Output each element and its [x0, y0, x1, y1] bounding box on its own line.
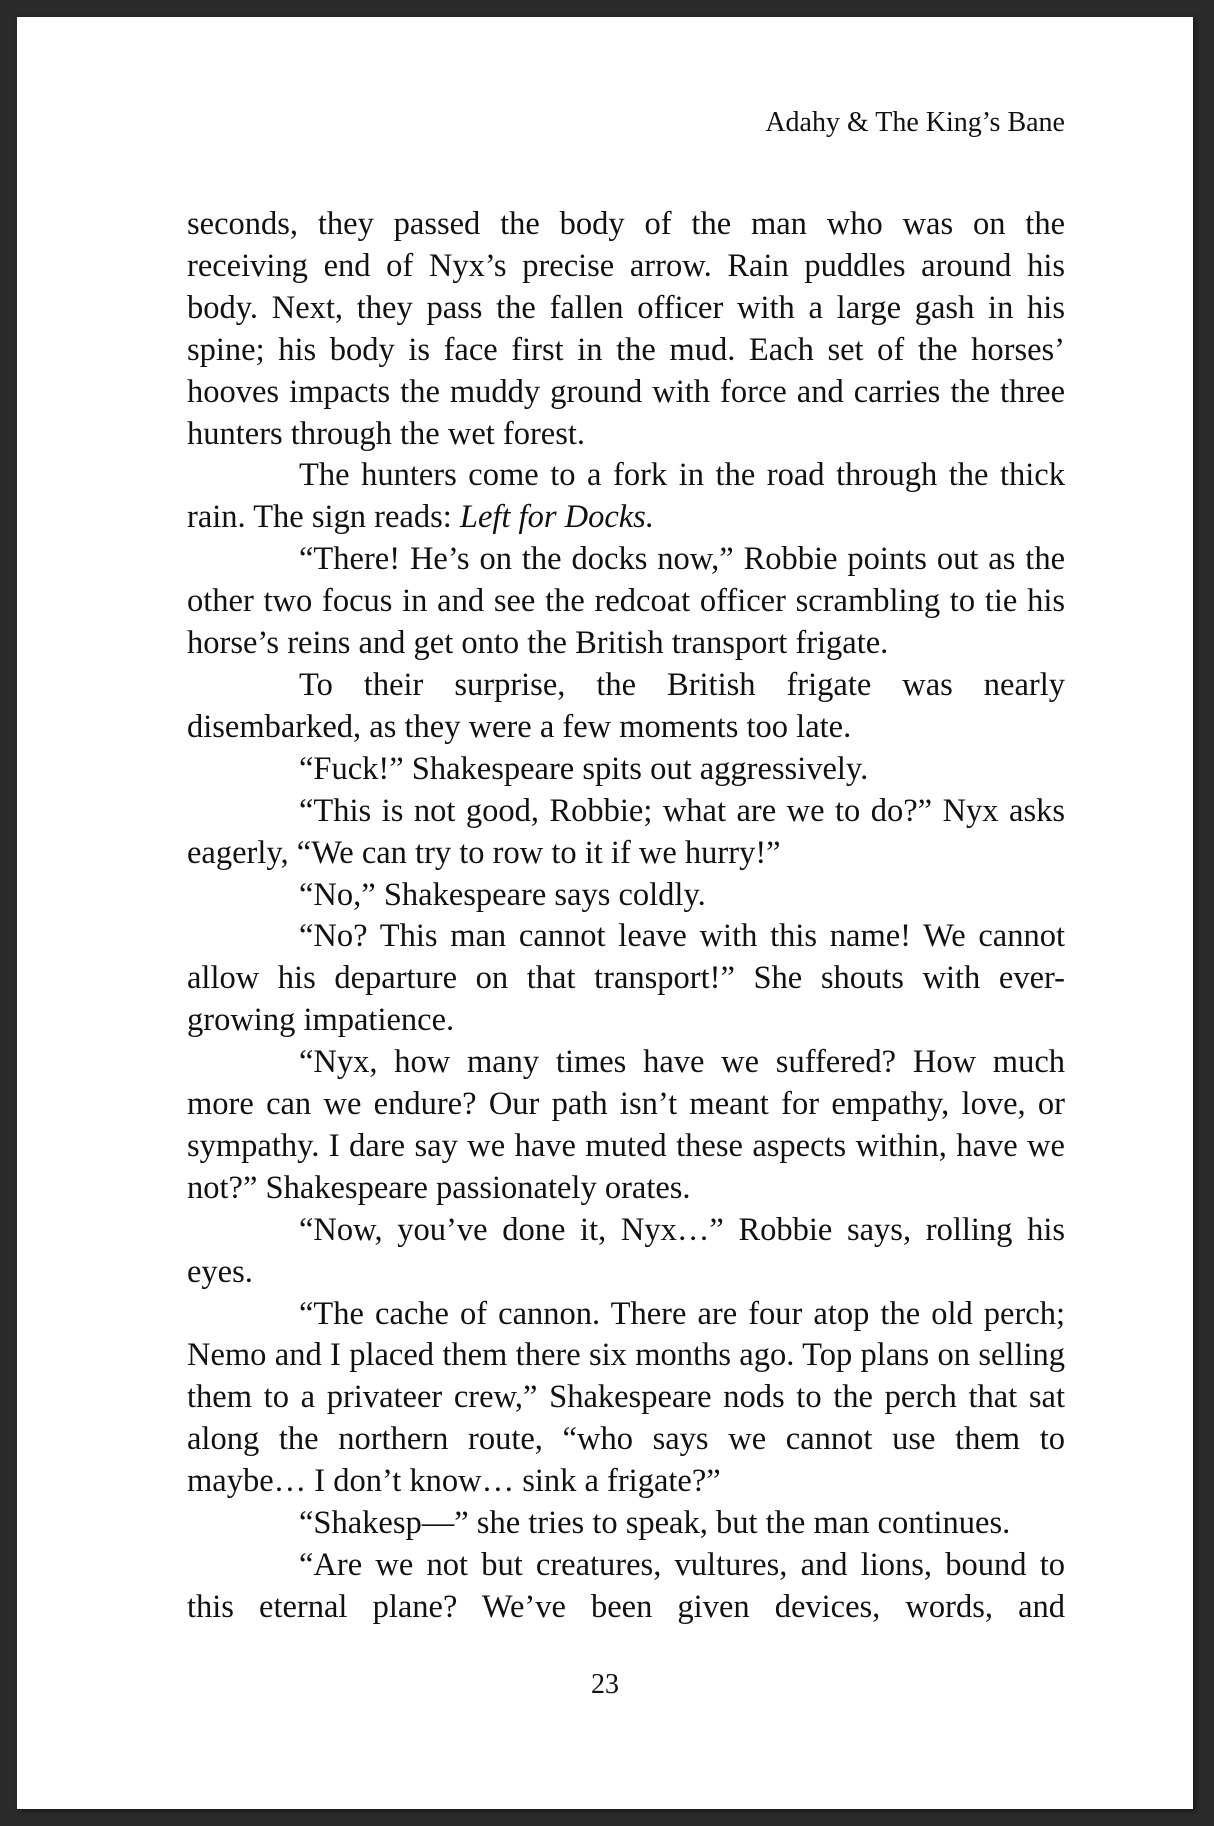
paragraph: “There! He’s on the docks now,” Robbie points out as the other two focus in and see the redcoat officer scrambling to tie his horse’s reins and get onto the British transport frigate. — [187, 541, 1065, 662]
paragraph: “No? This man cannot leave with this name! We cannot allow his departure on that transport!” She shouts with ever-growing impatience. — [187, 918, 1065, 1039]
paragraph: “Fuck!” Shakespeare spits out aggressively. — [299, 750, 869, 787]
paragraph: seconds, they passed the body of the man who was on the receiving end of Nyx’s precise arrow. Rain puddles around his body. Next, they pass the fallen officer with a large gash in his spine; his body is face first in the mud. Each set of the horses’ hooves impacts the muddy ground with force and carries the three hunters through the wet forest. — [187, 206, 1065, 452]
paragraph: “Now, you’ve done it, Nyx…” Robbie says, rolling his eyes. — [187, 1211, 1065, 1290]
running-header: Adahy & The King’s Bane — [765, 107, 1065, 138]
paragraph: To their surprise, the British frigate was nearly disembarked, as they were a few moments too late. — [187, 666, 1065, 745]
paragraph: “Shakesp—” she tries to speak, but the man continues. — [299, 1505, 1011, 1542]
page-number: 23 — [591, 1669, 619, 1700]
paragraph: “This is not good, Robbie; what are we to do?” Nyx asks eagerly, “We can try to row to it if we hurry!” — [187, 792, 1065, 871]
paragraph: “No,” Shakespeare says coldly. — [299, 876, 706, 913]
body-text — [187, 204, 1065, 1629]
paragraph — [187, 455, 1065, 539]
sign-text: Left for Docks. — [459, 499, 654, 536]
book-page — [17, 17, 1193, 1809]
paragraph: “Are we not but creatures, vultures, and lions, bound to this eternal plane? We’ve been given devices, words, and — [187, 1547, 1065, 1625]
paragraph: “Nyx, how many times have we suffered? How much more can we endure? Our path isn’t meant for empathy, love, or sympathy. I dare say we have muted these aspects within, have we not?” Shakespeare passionately orates. — [187, 1044, 1065, 1206]
paragraph-text: The hunters come to a fork in the road through the thick rain. The sign reads: — [187, 457, 1065, 536]
paragraph: “The cache of cannon. There are four atop the old perch; Nemo and I placed them there six months ago. Top plans on selling them to a privateer crew,” Shakespeare nods to the perch that sat along the northern route, “who says we cannot use them to maybe… I don’t know… sink a frigate?” — [187, 1295, 1065, 1500]
